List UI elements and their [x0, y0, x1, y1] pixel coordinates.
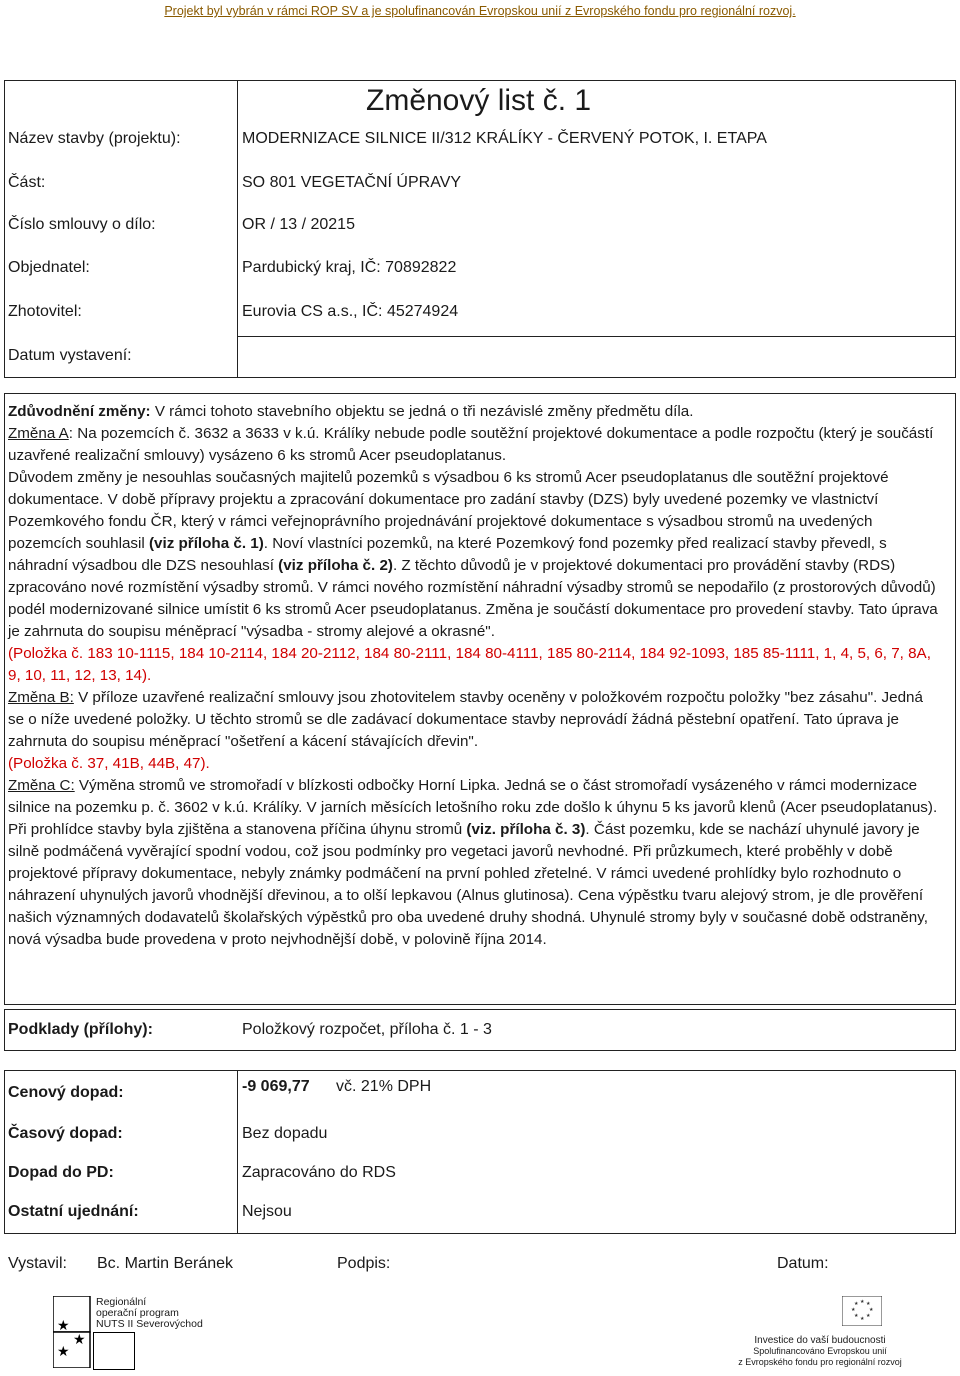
- casovy-value: Bez dopadu: [242, 1125, 328, 1142]
- podklady-label: Podklady (přílohy):: [8, 1021, 153, 1038]
- cast-label: Část:: [8, 174, 46, 191]
- eu-flag-icon: [842, 1296, 882, 1326]
- datum-divider: [237, 336, 956, 337]
- attachment-ref-3: (viz. příloha č. 3): [466, 821, 586, 838]
- stavba-label: Název stavby (projektu):: [8, 130, 181, 147]
- change-b-items: (Položka č. 37, 41B, 44B, 47).: [8, 755, 210, 772]
- change-c: Změna C: Výměna stromů ve stromořadí v blízkosti odbočky Horní Lipka. Jedná se o část stromořadí vysázeného v rámci modernizace silnice na pozemku p. č. 3602 v k.ú. Králíky. V jarních měsících letošního roku zde došlo k úhynu 5 ks javorů klenů (Acer pseudoplatanus). Při prohlídce stavby byla zjištěna a stanovena příčina úhynu stromů (viz. příloha č. 3). Část pozemku, kde se nachází uhynulé javory je silně podmáčená vyvěrající spodní vodou, což jsou podmínky pro vegetaci javorů nevhodné. Při průzkumech, které proběhly v době projektové přípravy dokumentace, nebyly známky podmáčení na první pohled zřetelné. V rámci uvedené prohlídky bylo rozhodnuto o náhrazení uhynulých javorů vhodnější dřevinou, a to olší lepkavou (Alnus glutinosa). Cena výpěstku tvaru alejový strom, je dle prověření našich významných dodavatelů školařských výpěstků pro oba uvedené druhy shodná. Uhynulé stromy byly v současné době odstraněny, nová výsadba bude provedena v proto nejvhodnější době, v polovině října 2014.: [8, 777, 938, 948]
- funding-banner: [0, 0, 960, 26]
- cenovy-value: -9 069,77: [242, 1078, 310, 1095]
- impact-box: [4, 1070, 956, 1234]
- rop-logo: [53, 1296, 223, 1368]
- funding-banner-text: Projekt byl vybrán v rámci ROP SV a je spolufinancován Evropskou unií z Evropského fondu pro regionální rozvoj.: [164, 4, 796, 18]
- zhotovitel-value: Eurovia CS a.s., IČ: 45274924: [242, 303, 459, 320]
- change-b-label: Změna B:: [8, 689, 74, 706]
- header-divider: [237, 80, 238, 378]
- svg-text:★: ★: [851, 1307, 856, 1313]
- document-title: Změnový list č. 1: [366, 84, 592, 117]
- rop-logo-box: [93, 1332, 135, 1370]
- svg-text:★: ★: [854, 1301, 859, 1307]
- svg-text:★: ★: [57, 1344, 70, 1360]
- rop-logo-line2: operační program: [96, 1307, 179, 1319]
- svg-text:★: ★: [869, 1307, 874, 1313]
- eu-logo-line2: Spolufinancováno Evropskou unií: [753, 1346, 887, 1356]
- svg-text:★: ★: [866, 1313, 871, 1319]
- svg-text:★: ★: [860, 1316, 865, 1322]
- impact-divider: [237, 1070, 238, 1234]
- rop-logo-line1: Regionální: [96, 1296, 147, 1308]
- change-a-first: Změna A: Na pozemcích č. 3632 a 3633 v k.ú. Králíky nebude podle soutěžní projektové dokumentace a podle rozpočtu (který je součástí uzavřené realizační smlouvy) vysázeno 6 ks stromů Acer pseudoplatanus.: [8, 425, 934, 464]
- change-a-label: Změna A: [8, 425, 69, 442]
- pd-label: Dopad do PD:: [8, 1164, 114, 1181]
- eu-logo-line1: Investice do vaší budoucnosti: [754, 1335, 886, 1346]
- pd-value: Zapracováno do RDS: [242, 1164, 396, 1181]
- rop-logo-line3: NUTS II Severovýchod: [96, 1318, 203, 1330]
- stavba-value: MODERNIZACE SILNICE II/312 KRÁLÍKY - ČERVENÝ POTOK, I. ETAPA: [242, 130, 767, 147]
- smlouva-label: Číslo smlouvy o dílo:: [8, 216, 156, 233]
- svg-text:★: ★: [854, 1313, 859, 1319]
- cast-value: SO 801 VEGETAČNÍ ÚPRAVY: [242, 174, 462, 191]
- svg-text:★: ★: [860, 1299, 865, 1305]
- smlouva-value: OR / 13 / 20215: [242, 216, 355, 233]
- podklady-value: Položkový rozpočet, příloha č. 1 - 3: [242, 1021, 492, 1038]
- justification-heading: Zdůvodnění změny:: [8, 403, 151, 420]
- datum-footer-label: Datum:: [777, 1255, 829, 1272]
- datum-label: Datum vystavení:: [8, 347, 132, 364]
- ostatni-value: Nejsou: [242, 1203, 292, 1220]
- cenovy-note: vč. 21% DPH: [336, 1078, 432, 1095]
- objednatel-value: Pardubický kraj, IČ: 70892822: [242, 259, 457, 276]
- svg-text:★: ★: [866, 1301, 871, 1307]
- cenovy-label: Cenový dopad:: [8, 1084, 124, 1101]
- rop-logo-graphic: [53, 1296, 93, 1368]
- vystavil-label: Vystavil:: [8, 1255, 67, 1272]
- podpis-label: Podpis:: [337, 1255, 391, 1272]
- rop-logo-text: [96, 1297, 203, 1330]
- change-c-label: Změna C:: [8, 777, 75, 794]
- eu-logo-text: [730, 1335, 910, 1368]
- ostatni-label: Ostatní ujednání:: [8, 1203, 139, 1220]
- attachment-ref-2: (viz příloha č. 2): [278, 557, 393, 574]
- eu-logo: [730, 1296, 910, 1370]
- svg-text:★: ★: [73, 1332, 86, 1348]
- change-a-reason: Důvodem změny je nesouhlas současných majitelů pozemků s výsadbou 6 ks stromů Acer pseudoplatanus dle soutěžní projektové dokumentace. V době přípravy projektu a zpracování dokumentace pro zadání stavby (DZS) byly uvedené pozemky ve vlastnictví Pozemkového fondu ČR, který v rámci veřejnoprávního projednávání projektové dokumentace s výsadbou stromů na uvedených pozemcích souhlasil (viz příloha č. 1). Noví vlastníci pozemků, na které Pozemkový fond pozemky před realizací stavby převedl, s náhradní výsadbou dle DZS nesouhlasí (viz příloha č. 2). Z těchto důvodů je v projektové dokumentaci pro provádění stavby (RDS) zpracováno nové rozmístění výsadby stromů. V rámci nového rozmístění náhradní výsadby stromů se nepodařilo (z prostorových důvodů) podél modernizované silnice umístit 6 ks stromů Acer pseudoplatanus. Změna je součástí dokumentace pro provedení stavby. Tato úprava je zahrnuta do soupisu méněprací "výsadba - stromy alejové a okrasné".: [8, 469, 938, 640]
- casovy-label: Časový dopad:: [8, 1125, 123, 1142]
- zhotovitel-label: Zhotovitel:: [8, 303, 82, 320]
- justification-text: [8, 401, 942, 951]
- eu-logo-line3: z Evropského fondu pro regionální rozvoj: [738, 1357, 902, 1367]
- change-b: Změna B: V příloze uzavřené realizační smlouvy jsou zhotovitelem stavby oceněny v položkovém rozpočtu položky "bez zásahu". Jedná se o níže uvedené položky. U těchto stromů se dle zadávací dokumentace stavby neprovádí žádná pěstební opatření. Tato úprava je zahrnuta do soupisu méněprací "ošetření a kácení stávajících dřevin".: [8, 689, 923, 750]
- objednatel-label: Objednatel:: [8, 259, 90, 276]
- vystavil-value: Bc. Martin Beránek: [97, 1255, 234, 1272]
- justification-intro: Zdůvodnění změny: V rámci tohoto stavebního objektu se jedná o tři nezávislé změny předmětu díla.: [8, 403, 694, 420]
- attachment-ref-1: (viz příloha č. 1): [148, 535, 264, 552]
- svg-text:★: ★: [57, 1318, 70, 1334]
- change-a-items: (Položka č. 183 10-1115, 184 10-2114, 184 20-2112, 184 80-2111, 184 80-4111, 185 80-2114, 184 92-1093, 185 85-1111, 1, 4, 5, 6, 7, 8A, 9, 10, 11, 12, 13, 14).: [8, 645, 931, 684]
